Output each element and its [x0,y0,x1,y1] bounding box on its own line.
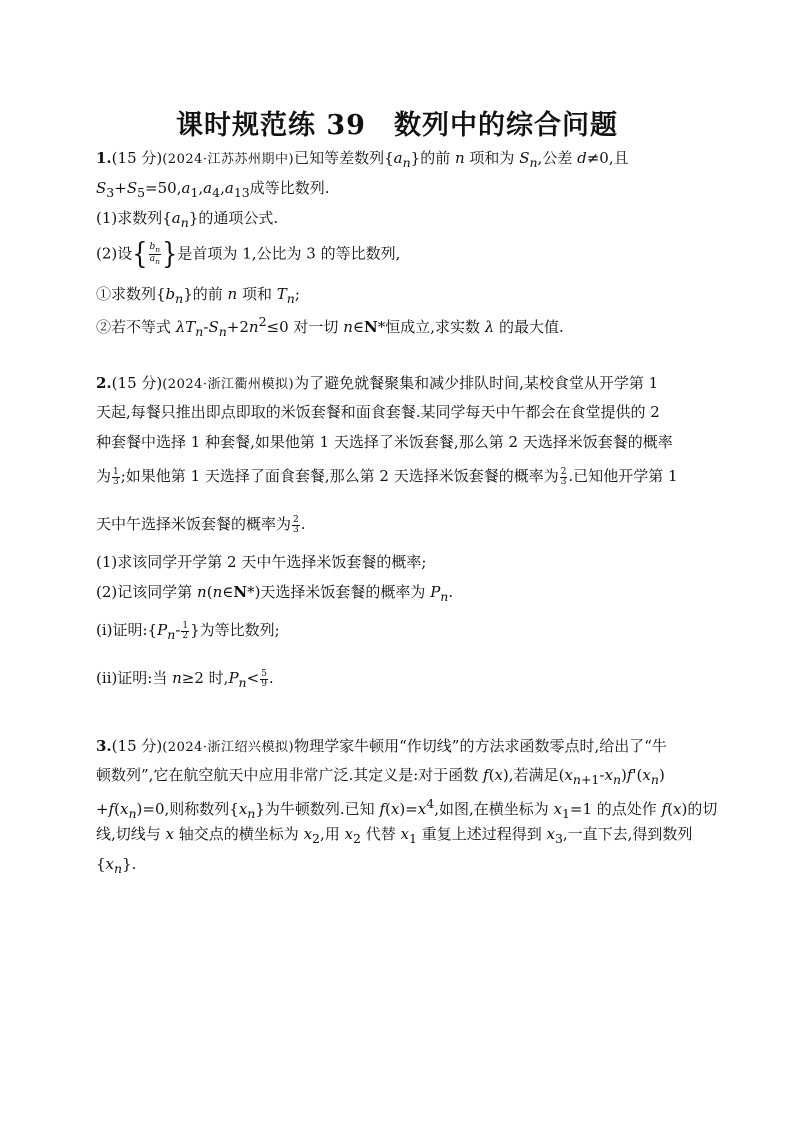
q3-number: 3. [96,737,112,755]
q3-line-4: 线,切线与 x 轴交点的横坐标为 $x_2$,用 $x_2$ 代替 $x_1$ 重复上述过程得到 $x_3$,一直下去,得到数列 [96,825,693,846]
q2-line-2: 天起,每餐只推出即点即取的米饭套餐和面食套餐.某同学每天中午都会在食堂提供的 2 [96,403,660,421]
q2-line-5: 天中午选择米饭套餐的概率为 $\frac{2}{3}$ . [96,514,306,535]
q2-line-1: 2.(15 分)(2024·浙江衢州模拟)为了避免就餐聚集和减少排队时间,某校食堂从开学第 1 [96,374,659,392]
q2-source: (2024·浙江衢州模拟) [162,377,295,392]
q3-line-1: 3.(15 分)(2024·浙江绍兴模拟)物理学家牛顿用“作切线”的方法求函数零点时,给出了“牛 [96,737,667,755]
q2-line-4: 为 $\frac{1}{3}$ ;如果他第 1 天选择了面食套餐,那么第 2 天选择米饭套餐的概率为 $\frac{2}{3}$ .已知他开学第 1 [96,466,678,487]
page-title: 课时规范练 39 数列中的综合问题 [176,110,618,141]
q2-number: 2. [96,374,112,392]
q1-part-2: (2)设{ $\frac{b_n}{a_n}$ }是首项为 1,公比为 3 的等比数列, [96,237,401,272]
q1-line-1: 1.(15 分)(2024·江苏苏州期中)已知等差数列$\{a_n\}$的前 n 项和为 $S_n$,公差 d≠0,且 [96,149,629,170]
q3-line-2: 顿数列”,它在航空航天中应用非常广泛.其定义是:对于函数 f(x),若满足$(x_{n+1}-x_n)f'(x_n)$ [96,766,665,787]
q2-part-1: (1)求该同学开学第 2 天中午选择米饭套餐的概率; [96,553,427,571]
q2-sub-i: (ⅰ)证明$:\{P_n-$ $\frac{1}{2}$ }为等比数列; [96,620,280,642]
q2-line-3: 种套餐中选择 1 种套餐,如果他第 1 天选择了米饭套餐,那么第 2 天选择米饭套餐的概率 [96,433,673,451]
q3-line-5: $\{x_n\}$. [96,855,137,876]
q1-number: 1. [96,149,112,167]
q1-sub-1: ①求数列$\{b_n\}$的前 n 项和 $T_n$; [96,285,300,306]
q1-sub-2: ②若不等式 $\lambda T_n-S_n+2n^2\le 0$ 对一切 n∈N*恒成立,求实数 λ 的最大值. [96,314,564,339]
q1-line-2: $S_3+S_5=50,a_1,a_4,a_{13}$成等比数列. [96,179,330,200]
q3-source: (2024·浙江绍兴模拟) [162,740,295,755]
q2-part-2: (2)记该同学第 n(n∈N*)天选择米饭套餐的概率为 $P_n$. [96,583,454,604]
q1-source: (2024·江苏苏州期中) [162,152,295,167]
q2-sub-ii: (ⅱ)证明:当 n≥2 时$,P_n<$ $\frac{5}{9}$ . [96,668,274,690]
q3-line-3: $+f(x_n)=0$,则称数列$\{x_n\}$为牛顿数列.已知 $f(x)=x^4$,如图,在横坐标为 $x_1=1$ 的点处作 f(x)的切 [96,796,718,821]
q1-part-1: (1)求数列$\{a_n\}$的通项公式. [96,209,279,230]
